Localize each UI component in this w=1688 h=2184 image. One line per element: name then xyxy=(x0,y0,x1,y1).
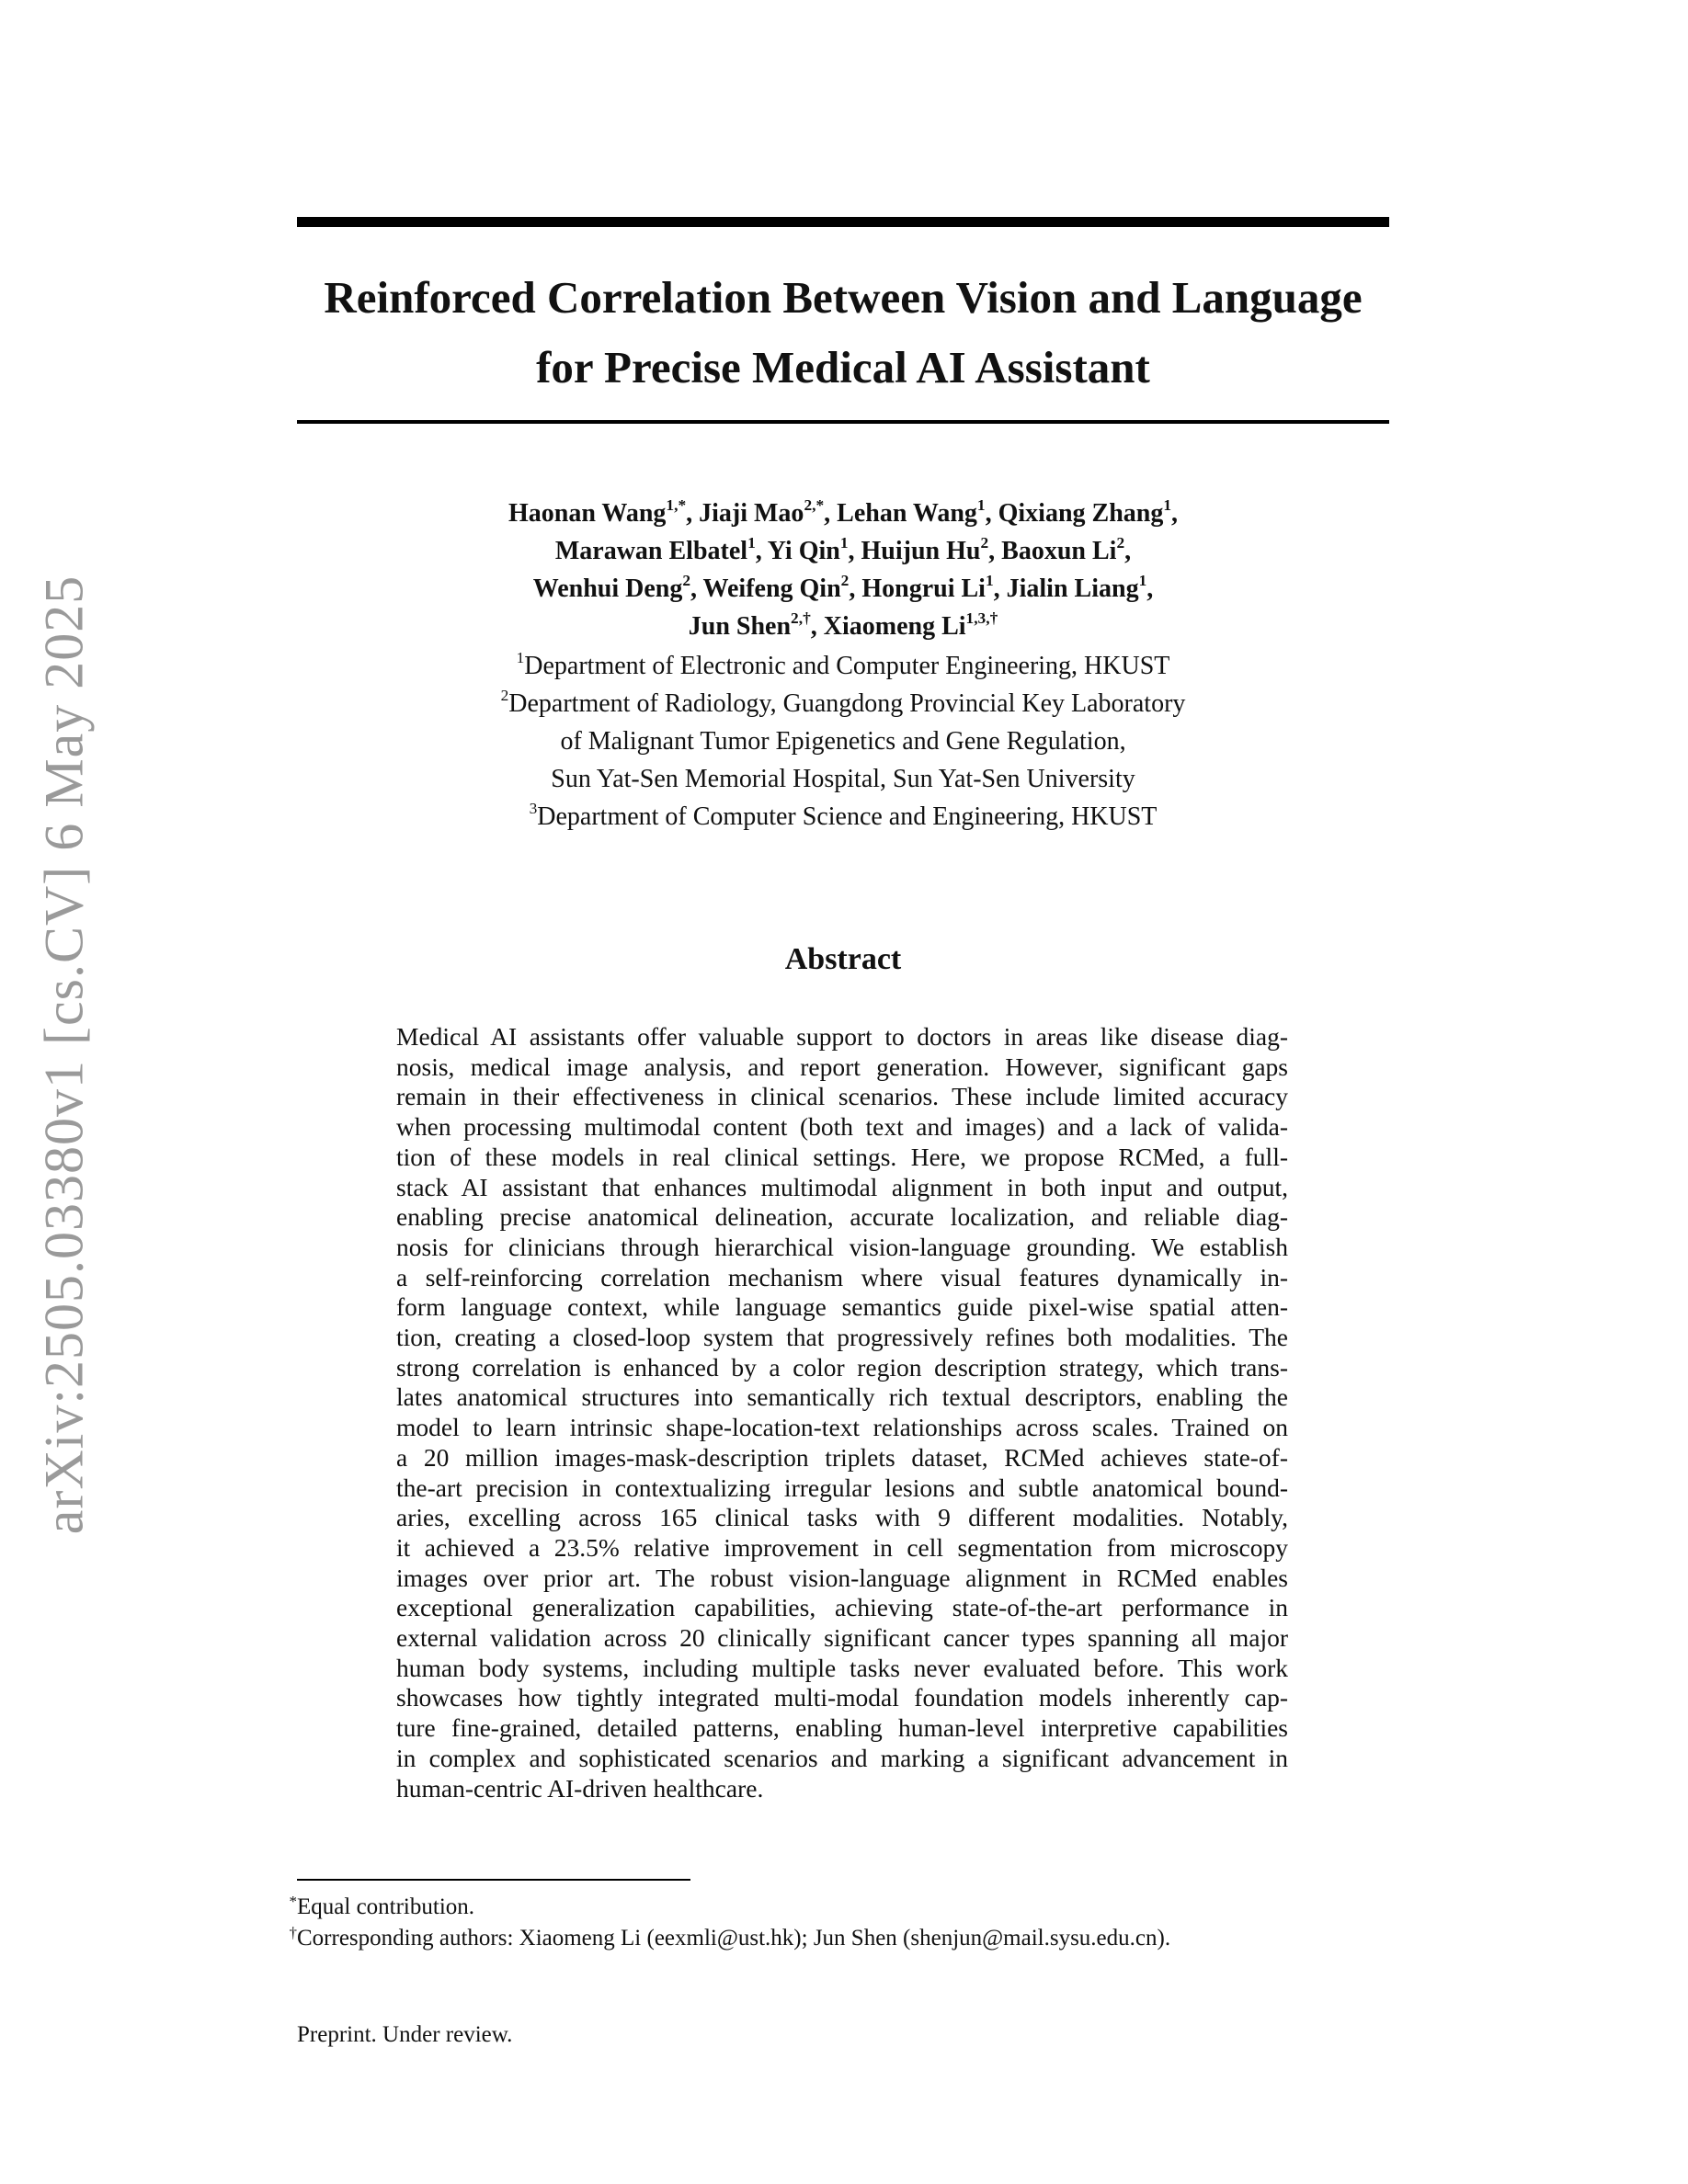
abstract-line: showcases how tightly integrated multi-modal foundation models inherently cap- xyxy=(396,1683,1288,1712)
author-sup: 2 xyxy=(840,571,850,589)
author-sup: 1 xyxy=(985,571,994,589)
abstract-line: external validation across 20 clinically significant cancer types spanning all major xyxy=(396,1623,1288,1653)
author-name: Haonan Wang xyxy=(508,499,667,528)
author-line xyxy=(297,570,1389,608)
abstract-line: aries, excelling across 165 clinical tasks with 9 different modalities. Notably, xyxy=(396,1503,1288,1532)
author-sep: , xyxy=(824,499,838,528)
author-sep: , xyxy=(848,537,861,565)
abstract-line: remain in their effectiveness in clinical scenarios. These include limited accuracy xyxy=(396,1082,1288,1111)
abstract-line: strong correlation is enhanced by a color region description strategy, which trans- xyxy=(396,1352,1288,1382)
author-sep: , xyxy=(1124,537,1132,565)
author-sup: 1,3,† xyxy=(965,609,998,627)
affiliation-2-cont: of Malignant Tumor Epigenetics and Gene Regulation, xyxy=(560,727,1126,756)
author-sep: , xyxy=(988,537,1002,565)
author-name: Jialin Liang xyxy=(1006,574,1139,603)
abstract-line: a self-reinforcing correlation mechanism where visual features dynamically in- xyxy=(396,1262,1288,1291)
affiliation-mark: 2 xyxy=(500,686,509,704)
abstract-line: stack AI assistant that enhances multimodal alignment in both input and output, xyxy=(396,1172,1288,1201)
abstract-line: it achieved a 23.5% relative improvement in cell segmentation from microscopy xyxy=(396,1532,1288,1562)
author-name: Xiaomeng Li xyxy=(823,612,966,641)
paper-title xyxy=(297,263,1389,403)
author-name: Jun Shen xyxy=(688,612,792,641)
author-name: Hongrui Li xyxy=(861,574,986,603)
footnote-rule xyxy=(297,1879,690,1881)
abstract-line: lates anatomical structures into semantically rich textual descriptors, enabling the xyxy=(396,1382,1288,1412)
author-sep: , xyxy=(690,574,703,603)
affiliation-text: Department of Radiology, Guangdong Provincial Key Laboratory xyxy=(508,689,1186,718)
title-line-2: for Precise Medical AI Assistant xyxy=(536,342,1150,392)
affiliation-2-cont: Sun Yat-Sen Memorial Hospital, Sun Yat-Sen University xyxy=(551,765,1135,793)
abstract-line: human-centric AI-driven healthcare. xyxy=(396,1773,764,1803)
author-sep: , xyxy=(755,537,768,565)
abstract-line: when processing multimodal content (both text and images) and a lack of valida- xyxy=(396,1112,1288,1142)
affiliation-3 xyxy=(297,798,1389,836)
abstract-line: human body systems, including multiple tasks never evaluated before. This work xyxy=(396,1653,1288,1682)
author-name: Jiaji Mao xyxy=(699,499,804,528)
author-name: Marawan Elbatel xyxy=(554,537,748,565)
author-name: Qixiang Zhang xyxy=(998,499,1164,528)
affiliation-2 xyxy=(297,685,1389,722)
author-name: Baoxun Li xyxy=(1001,537,1117,565)
title-rule-bottom xyxy=(297,420,1389,424)
abstract-line: the-art precision in contextualizing irregular lesions and subtle anatomical bound- xyxy=(396,1473,1288,1502)
affiliations xyxy=(297,647,1389,836)
author-sep: , xyxy=(849,574,862,603)
footnote-mark: † xyxy=(289,1924,297,1941)
author-sup: 2 xyxy=(980,533,989,552)
author-sup: 2 xyxy=(1116,533,1125,552)
footnote-text: Corresponding authors: Xiaomeng Li (eexmli@ust.hk); Jun Shen (shenjun@mail.sysu.edu.cn). xyxy=(297,1926,1171,1951)
author-sup: 2 xyxy=(682,571,691,589)
footnote-corresponding-authors xyxy=(276,1918,1170,1953)
author-sup: 1 xyxy=(1138,571,1147,589)
abstract-heading: Abstract xyxy=(784,942,902,976)
author-name: Lehan Wang xyxy=(837,499,977,528)
affiliation-mark: 1 xyxy=(516,648,525,666)
author-sup: 2,† xyxy=(791,609,811,627)
author-name: Wenhui Deng xyxy=(532,574,683,603)
author-line xyxy=(297,608,1389,645)
author-name: Huijun Hu xyxy=(861,537,981,565)
affiliation-mark: 3 xyxy=(529,799,538,817)
author-sup: 2,* xyxy=(804,495,825,514)
author-line xyxy=(297,495,1389,532)
title-line-1: Reinforced Correlation Between Vision and Language xyxy=(324,272,1363,323)
abstract-line: enabling precise anatomical delineation, accurate localization, and reliable diag- xyxy=(396,1202,1288,1232)
abstract-line: exceptional generalization capabilities, achieving state-of-the-art performance in xyxy=(396,1593,1288,1622)
title-rule-top xyxy=(297,217,1389,227)
abstract-line: images over prior art. The robust vision-language alignment in RCMed enables xyxy=(396,1563,1288,1592)
abstract-body xyxy=(396,1022,1288,1803)
abstract-line: nosis, medical image analysis, and report generation. However, significant gaps xyxy=(396,1052,1288,1081)
arxiv-stamp-text: arXiv:2505.03380v1 [cs.CV] 6 May 2025 xyxy=(33,574,95,1535)
author-sup: 1 xyxy=(976,495,986,514)
author-sep: , xyxy=(686,499,700,528)
arxiv-side-stamp xyxy=(28,574,101,1535)
abstract-line: Medical AI assistants offer valuable support to doctors in areas like disease diag- xyxy=(396,1022,1288,1051)
author-sup: 1 xyxy=(1163,495,1172,514)
abstract-line: nosis for clinicians through hierarchical vision-language grounding. We establish xyxy=(396,1232,1288,1261)
abstract-line: in complex and sophisticated scenarios and marking a significant advancement in xyxy=(396,1743,1288,1772)
author-name: Yi Qin xyxy=(767,537,840,565)
abstract-line: model to learn intrinsic shape-location-text relationships across scales. Trained on xyxy=(396,1413,1288,1442)
preprint-note: Preprint. Under review. xyxy=(297,2022,513,2047)
author-list xyxy=(297,495,1389,645)
author-sep: , xyxy=(993,574,1007,603)
author-sup: 1 xyxy=(747,533,756,552)
footnote-equal-contribution xyxy=(276,1887,474,1922)
footnote-text: Equal contribution. xyxy=(297,1894,475,1919)
author-sup: 1,* xyxy=(666,495,687,514)
abstract-line: tion of these models in real clinical settings. Here, we propose RCMed, a full- xyxy=(396,1142,1288,1171)
affiliation-1 xyxy=(297,647,1389,685)
affiliation-text: Department of Electronic and Computer Engineering, HKUST xyxy=(524,652,1170,680)
author-name: Weifeng Qin xyxy=(702,574,841,603)
author-sep: , xyxy=(810,612,824,641)
author-line xyxy=(297,532,1389,570)
author-sep: , xyxy=(985,499,998,528)
abstract-line: ture fine-grained, detailed patterns, enabling human-level interpretive capabilities xyxy=(396,1713,1288,1743)
affiliation-text: Department of Computer Science and Engineering, HKUST xyxy=(537,802,1158,831)
abstract-line: tion, creating a closed-loop system that progressively refines both modalities. The xyxy=(396,1323,1288,1352)
abstract-line: form language context, while language semantics guide pixel-wise spatial atten- xyxy=(396,1292,1288,1322)
abstract-line: a 20 million images-mask-description triplets dataset, RCMed achieves state-of- xyxy=(396,1442,1288,1472)
author-sep: , xyxy=(1146,574,1154,603)
author-sep: , xyxy=(1171,499,1179,528)
author-sup: 1 xyxy=(839,533,849,552)
footnote-mark: * xyxy=(289,1893,297,1910)
